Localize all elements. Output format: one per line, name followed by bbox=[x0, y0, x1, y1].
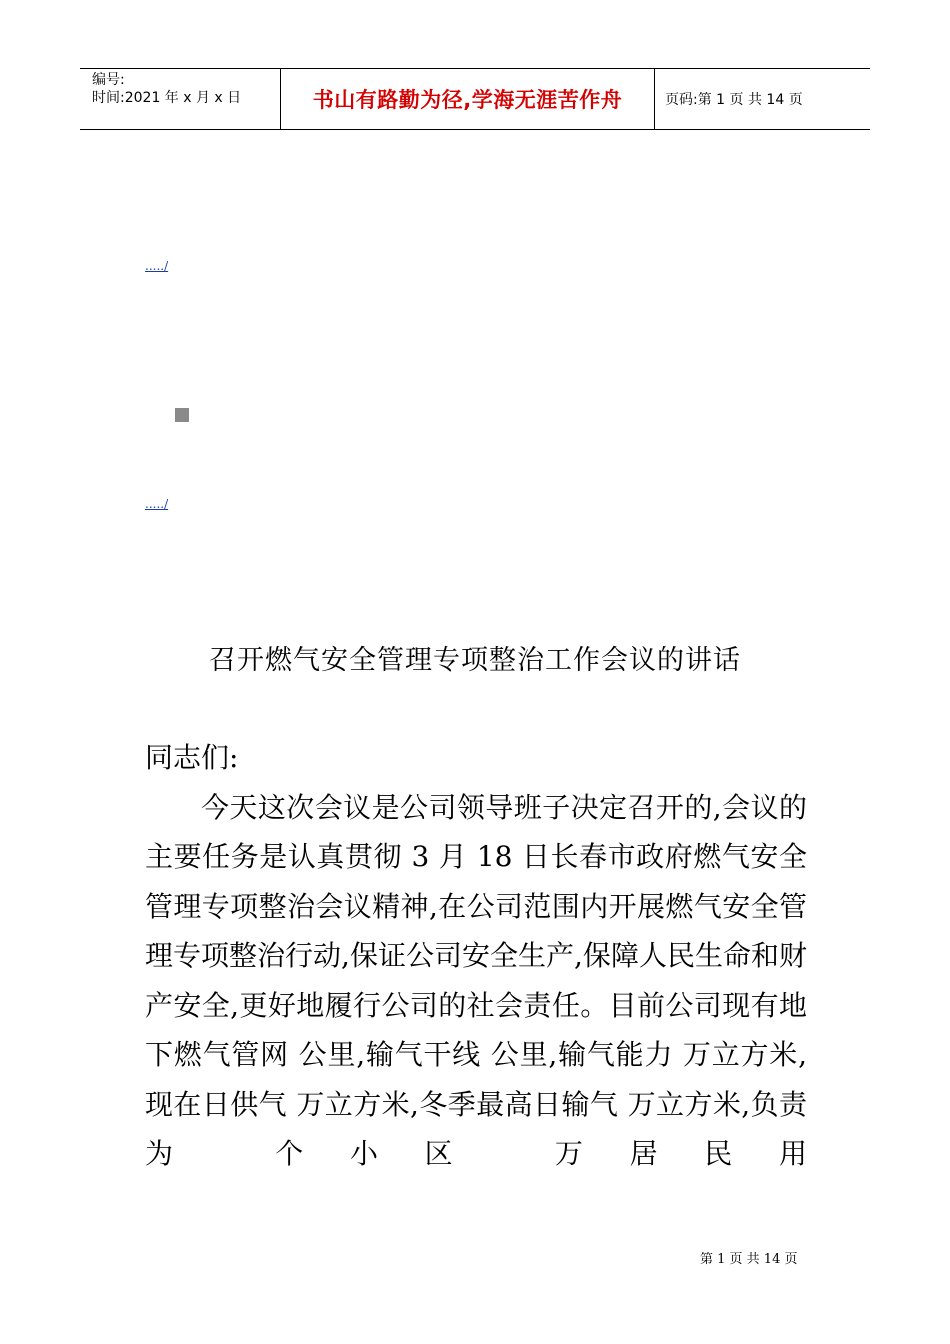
broken-image-icon bbox=[175, 408, 189, 422]
header-meta bbox=[80, 69, 281, 129]
link-2[interactable]: ...../ bbox=[145, 497, 169, 511]
page-footer: 第 1 页 共 14 页 bbox=[700, 1252, 798, 1267]
header-motto: 书山有路勤为径,学海无涯苦作舟 bbox=[281, 69, 655, 129]
header-page-info: 页码:第 1 页 共 14 页 bbox=[665, 92, 803, 108]
number-label: 编号: bbox=[92, 72, 125, 88]
salutation: 同志们: bbox=[145, 741, 239, 774]
document-body bbox=[145, 733, 807, 1179]
link-1[interactable]: ...../ bbox=[145, 259, 169, 273]
document-title: 召开燃气安全管理专项整治工作会议的讲话 bbox=[209, 645, 741, 676]
document-header bbox=[80, 68, 870, 130]
time-label: 时间:2021 年 x 月 x 日 bbox=[92, 90, 242, 106]
body-paragraph: 今天这次会议是公司领导班子决定召开的,会议的主要任务是认真贯彻 3 月 18 日长春市政府燃气安全管理专项整治会议精神,在公司范围内开展燃气安全管理专项整治行动,保证公司安全生产,保障人民生命和财产安全,更好地履行公司的社会责任。目前公司现有地下燃气管网 公里,输气干线 公里,输气能力 万立方米,现在日供气 万立方米,冬季最高日输气 万立方米,负责为 个小区 万居民用 bbox=[145, 790, 807, 1170]
